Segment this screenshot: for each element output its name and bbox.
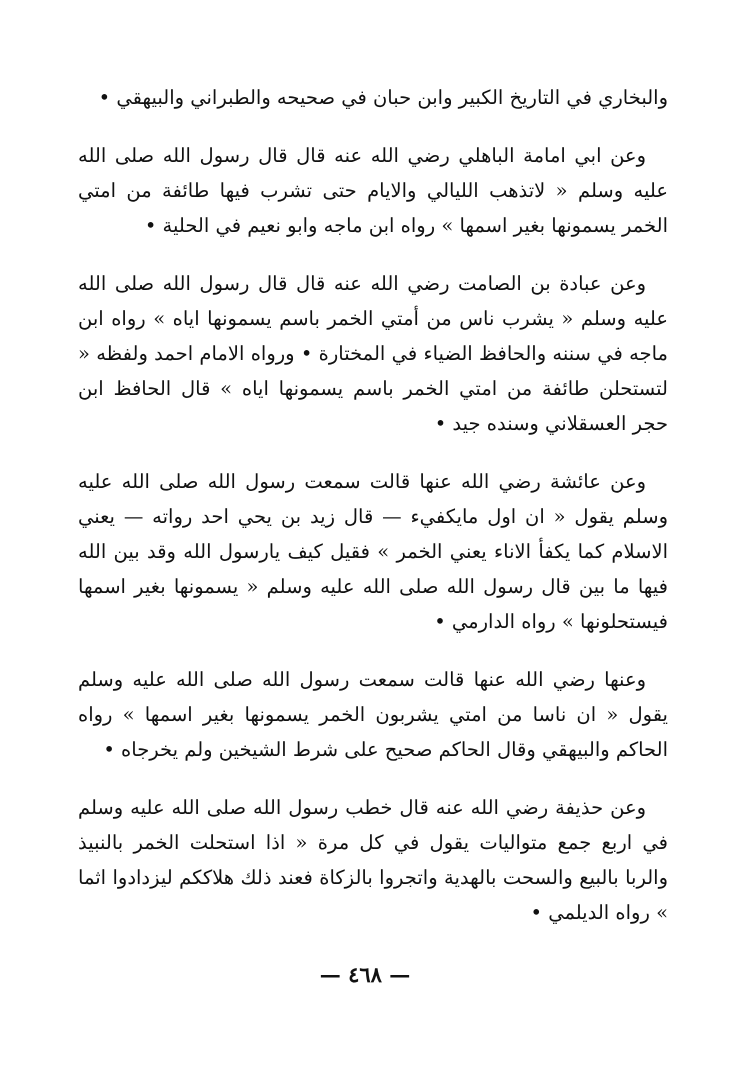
paragraph-3: وعن عبادة بن الصامت رضي الله عنه قال قال رسول الله صلى الله عليه وسلم « يشرب ناس من أمتي الخمر باسم يسمونها اياه » رواه ابن ماجه في سننه والحافظ الضياء في المختارة • ورواه الامام احمد ولفظه « لتستحلن طائفة من امتي الخمر باسم يسمونها اياه » قال الحافظ ابن حجر العسقلاني وسنده جيد •	[78, 272, 668, 435]
paragraph-6: وعن حذيفة رضي الله عنه قال خطب رسول الله صلى الله عليه وسلم في اربع جمع متواليات يقول في كل مرة « اذا استحلت الخمر بالنبيذ والربا بالبيع والسحت بالهدية واتجروا بالزكاة فعند ذلك هلاككم ليزدادوا اثما » رواه الديلمي •	[78, 796, 668, 924]
page-number: — ٤٦٨ —	[319, 962, 411, 987]
paragraph-1: والبخاري في التاريخ الكبير وابن حبان في صحيحه والطبراني والبيهقي •	[98, 86, 668, 109]
paragraph-4: وعن عائشة رضي الله عنها قالت سمعت رسول الله صلى الله عليه وسلم يقول « ان اول مايكفيء — قال زيد بن يحي احد رواته — يعني الاسلام كما يكفأ الاناء يعني الخمر » فقيل كيف يارسول الله وقد بين الله فيها ما بين قال رسول الله صلى الله عليه وسلم « يسمونها بغير اسمها فيستحلونها » رواه الدارمي •	[78, 470, 668, 633]
paragraph-2: وعن ابي امامة الباهلي رضي الله عنه قال قال رسول الله صلى الله عليه وسلم « لاتذهب الليالي والايام حتى تشرب فيها طائفة من امتي الخمر يسمونها بغير اسمها » رواه ابن ماجه وابو نعيم في الحلية •	[78, 144, 668, 237]
paragraph-5: وعنها رضي الله عنها قالت سمعت رسول الله صلى الله عليه وسلم يقول « ان ناسا من امتي يشربون الخمر يسمونها بغير اسمها » رواه الحاكم والبيهقي وقال الحاكم صحيح على شرط الشيخين ولم يخرجاه •	[78, 668, 668, 761]
body-text	[78, 80, 668, 953]
